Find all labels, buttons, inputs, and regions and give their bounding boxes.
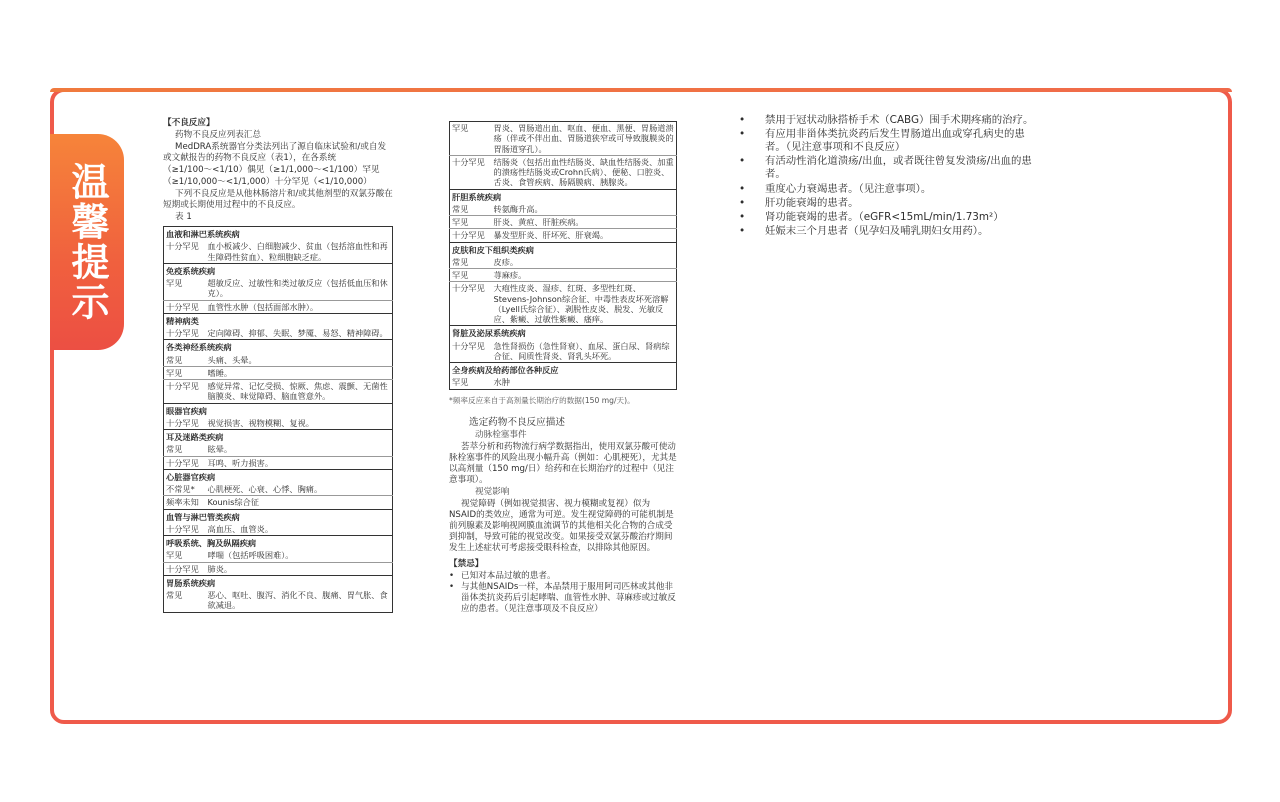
notice-tag [50,134,124,350]
adr-summary-subheading: 药物不良反应列表汇总 [175,130,261,140]
table-row [164,483,393,496]
table-section-header [164,509,393,523]
table-section-header [450,326,677,340]
frequency-cell: 频率未知 [164,496,206,509]
selected-adr-heading: 选定药物不良反应描述 [469,417,565,429]
reaction-cell: 大疱性皮炎、湿疹、红斑、多型性红斑、Stevens-Johnson综合征、中毒性表皮坏死溶解（Lyell氏综合征）、剥脱性皮炎、脱发、光敏反应、紫癜、过敏性紫癜、瘙痒。 [492,282,677,326]
list-item: • 肾功能衰竭的患者。（eGFR<15mL/min/1.73m²） [735,211,1035,224]
reaction-cell: 肝炎、黄疸、肝脏疾病。 [492,216,677,229]
table-row [164,366,393,379]
section-title: 肝胆系统疾病 [450,189,677,203]
table-row [164,549,393,562]
reaction-cell: 血管性水肿（包括面部水肿）。 [206,300,393,313]
frequency-definitions-1: （≥1/100～<1/10）偶见（≥1/1,000～<1/100）罕见 [163,165,380,175]
table-row [164,523,393,536]
reaction-cell: 定向障碍、抑郁、失眠、梦魇、易怒、精神障碍。 [207,328,388,338]
reaction-cell: 血小板减少、白细胞减少、贫血（包括溶血性和再生障碍性贫血）、粒细胞缺乏症。 [207,241,388,262]
reaction-cell: 结肠炎（包括出血性结肠炎、缺血性结肠炎、加重的溃疡性结肠炎或Crohn氏病）、便秘、口腔炎、舌炎、食管疾病、肠隔膜病、胰腺炎。 [492,155,677,189]
table-section-header [450,242,677,256]
section-title: 心脏器官疾病 [164,469,393,483]
table-section-header [450,363,677,377]
reaction-cell: 胃炎、胃肠道出血、呕血、便血、黑便、胃肠道溃疡（伴或不伴出血、胃肠道狭窄或可导致腹膜炎的胃肠道穿孔）。 [493,123,674,154]
adr-intro-paragraph: MedDRA系统器官分类法列出了源自临床试验和/或自发或文献报告的药物不良反应（表1），在各系统 [163,142,387,163]
contraindications-list [449,571,677,615]
table-row [164,562,393,575]
reaction-cell: 急性肾损伤（急性肾衰）、血尿、蛋白尿、肾病综合征、间质性肾炎、肾乳头坏死。 [493,340,670,361]
reaction-cell: 超敏反应、过敏性和类过敏反应（包括低血压和休克）。 [207,278,388,299]
section-title: 肾脏及泌尿系统疾病 [450,326,677,340]
list-item: • 有应用非甾体类抗炎药后发生胃肠道出血或穿孔病史的患者。（见注意事项和不良反应） [735,128,1035,154]
table-row [164,240,393,263]
section-title: 各类神经系统疾病 [164,340,393,354]
leaflet-column-2 [449,118,677,615]
table-section-header [164,313,393,327]
frequency-cell: 十分罕见 [166,241,199,252]
section-title: 血液和淋巴系统疾病 [164,227,393,241]
frequency-cell: 常见 [452,256,469,267]
frequency-cell: 十分罕见 [164,300,206,313]
frequency-cell: 常见 [166,354,183,365]
reaction-cell: 心肌梗死、心衰、心悸、胸痛。 [207,484,323,494]
frequency-cell: 十分罕见 [450,155,492,189]
frequency-cell: 十分罕见 [452,340,485,351]
table-section-header [164,469,393,483]
frequency-definitions-2: （≥1/10,000～<1/1,000）十分罕见（<1/10,000） [163,177,372,187]
frequency-cell: 不常见* [166,484,195,494]
section-title: 呼吸系统、胸及纵隔疾病 [164,536,393,550]
thrombo-paragraph: 荟萃分析和药物流行病学数据指出，使用双氯芬酸可使动脉栓塞事件的风险出现小幅升高（例如：心肌梗死），尤其是以高剂量（150 mg/日）给药和在长期治疗的过程中（见注意事项）。 [449,442,677,486]
table-section-header [164,536,393,550]
frequency-cell: 常见 [166,590,183,600]
table-row [164,380,393,404]
thrombo-heading: 动脉栓塞事件 [475,430,527,441]
table-section-header [450,189,677,203]
table-row [450,203,677,216]
reaction-cell: 水肿 [493,377,510,388]
reaction-cell: 转氨酶升高。 [493,203,543,214]
reaction-cell: 肺炎。 [206,562,393,575]
leaflet-column-1 [163,118,393,613]
reaction-cell: 嗜睡。 [206,366,393,379]
frequency-cell: 十分罕见 [164,380,206,404]
reaction-cell: 高血压、血管炎。 [207,523,274,534]
table-section-header [164,227,393,241]
frequency-cell: 常见 [166,444,183,455]
frequency-cell: 常见 [452,203,469,214]
table-row [450,155,677,189]
table-row [450,282,677,326]
reaction-cell: 头痛、头晕。 [207,354,257,365]
reaction-cell: Kounis综合征 [206,496,393,509]
frequency-cell: 罕见 [450,269,492,282]
table-row [450,216,677,229]
section-title: 血管与淋巴管类疾病 [164,509,393,523]
leaflet-column-3 [735,114,1035,239]
frequency-cell: 十分罕见 [166,523,199,534]
section-title: 皮肤和皮下组织类疾病 [450,242,677,256]
table-row [164,354,393,367]
frequency-cell: 十分罕见 [164,562,206,575]
table-row [164,300,393,313]
table-row [164,417,393,430]
reaction-cell: 眩晕。 [207,444,233,455]
list-item: • 重度心力衰竭患者。（见注意事项）。 [735,183,1035,196]
frequency-cell: 十分罕见 [450,229,492,242]
section-title: 全身疾病及给药部位各种反应 [450,363,677,377]
frequency-cell: 十分罕见 [166,417,199,428]
list-item: • 与其他NSAIDs一样，本品禁用于服用阿司匹林或其他非甾体类抗炎药后引起哮喘、血管性水肿、荨麻疹或过敏反应的患者。（见注意事项及不良反应） [449,582,677,615]
list-item: • 肝功能衰竭的患者。 [735,197,1035,210]
adverse-reactions-heading: 【不良反应】 [163,118,215,128]
reaction-cell: 感觉异常、记忆受损、惊厥、焦虑、震颤、无菌性脑膜炎、味觉障碍、脑血管意外。 [206,380,393,404]
table-row [450,376,677,389]
table-section-header [164,340,393,354]
table-row [164,456,393,469]
reaction-cell: 恶心、呕吐、腹泻、消化不良、腹痛、胃气胀、食欲减退。 [207,590,388,611]
table-footnote: *频率反应来自于高剂量长期治疗的数据(150 mg/天)。 [449,395,635,405]
contraindications-list-cont [735,114,1035,238]
table-row [164,443,393,456]
frequency-cell: 罕见 [452,123,469,133]
table-row [450,256,677,269]
frequency-cell: 十分罕见 [450,282,492,326]
table-label: 表 1 [175,212,192,222]
list-item: • 禁用于冠状动脉搭桥手术（CABG）围手术期疼痛的治疗。 [735,114,1035,127]
frequency-cell: 罕见 [452,377,469,388]
reaction-cell: 哮喘（包括呼吸困难）。 [207,550,294,561]
table-row [450,229,677,242]
table-section-header [164,263,393,277]
section-title: 精神病类 [164,313,393,327]
list-item: • 妊娠末三个月患者（见孕妇及哺乳期妇女用药）。 [735,225,1035,238]
table-row [164,277,393,300]
adr-table-part-1 [163,226,393,613]
table-row [164,327,393,340]
table-row [450,340,677,363]
section-title: 胃肠系统疾病 [164,575,393,589]
table-row [164,589,393,612]
table-row [164,496,393,509]
table-section-header [164,403,393,417]
list-item: • 有活动性消化道溃疡/出血，或者既往曾复发溃疡/出血的患者。 [735,155,1035,181]
frequency-cell: 罕见 [450,216,492,229]
reaction-cell: 皮疹。 [493,256,519,267]
table-section-header [164,575,393,589]
vision-paragraph: 视觉障碍（例如视觉损害、视力模糊或复视）似为NSAID的类效应，通常为可逆。发生视觉障碍的可能机制是前列腺素及影响视网膜血流调节的其他相关化合物的合成受到抑制，导致可能的视觉改变。如果接受双氯芬酸治疗期间发生上述症状可考虑接受眼科检查，以排除其他原因。 [449,499,674,554]
reaction-cell: 视觉损害、视物模糊、复视。 [207,417,314,428]
table-section-header [164,430,393,444]
reaction-cell: 暴发型肝炎、肝坏死、肝衰竭。 [492,229,677,242]
contraindications-heading: 【禁忌】 [449,559,484,570]
list-item: • 已知对本品过敏的患者。 [449,571,677,582]
section-title: 免疫系统疾病 [164,263,393,277]
section-title: 眼器官疾病 [164,403,393,417]
frequency-cell: 十分罕见 [166,328,199,338]
adr-intro-paragraph-2: 下列不良反应是从他林肠溶片和/或其他剂型的双氯芬酸在短期或长期使用过程中的不良反应。 [163,189,393,210]
table-row [450,122,677,156]
section-title: 耳及迷路类疾病 [164,430,393,444]
adr-table-part-2 [449,121,677,390]
frequency-cell: 罕见 [166,278,183,288]
frequency-cell: 十分罕见 [164,456,206,469]
frequency-cell: 罕见 [164,366,206,379]
frequency-cell: 罕见 [166,550,183,561]
reaction-cell: 耳鸣、听力损害。 [206,456,393,469]
table-row [450,269,677,282]
reaction-cell: 荨麻疹。 [492,269,677,282]
vision-heading: 视觉影响 [475,487,510,498]
notice-tag-label: 温馨提示 [65,162,109,322]
